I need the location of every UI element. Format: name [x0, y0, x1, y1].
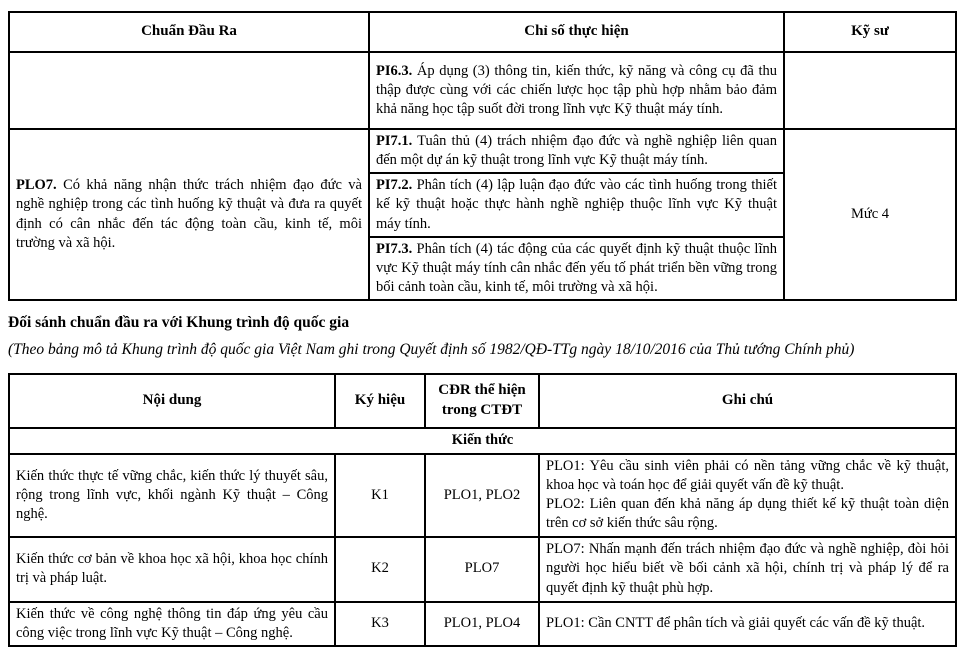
k2-note-plo7: PLO7: Nhấn mạnh đến trách nhiệm đạo đức và nghề nghiệp, đòi hỏi người học hiểu biết về bối cảnh xã hội, chính trị và pháp lý để ra quyết định kỹ thuật phù hợp. — [546, 541, 949, 596]
pi72-cell — [369, 173, 784, 236]
k1-note-plo2: PLO2: Liên quan đến khả năng áp dụng thiết kế kỹ thuật toàn diện trên cơ sở kiến thức sâu rộng. — [546, 496, 949, 532]
pi63-code: PI6.3. — [376, 62, 413, 79]
header-chi-so-thuc-hien: Chỉ số thực hiện — [369, 12, 784, 52]
section-note: (Theo bảng mô tả Khung trình độ quốc gia Việt Nam ghi trong Quyết định số 1982/QĐ-TTg ngày 18/10/2016 của Thủ tướng Chính phủ) — [8, 341, 855, 358]
pi71-text: Tuân thủ (4) trách nhiệm đạo đức và nghề nghiệp liên quan đến một dự án kỹ thuật trong lĩnh vực Kỹ thuật máy tính. — [376, 133, 777, 169]
header-ky-hieu: Ký hiệu — [335, 374, 425, 428]
outcomes-table — [8, 11, 957, 301]
plo7-text: Có khả năng nhận thức trách nhiệm đạo đức và nghề nghiệp trong các tình huống kỹ thuật và đưa ra quyết định có cân nhắc đến tác động toàn cầu, kinh tế, môi trường và xã hội. — [16, 177, 362, 251]
k1-notes-cell — [539, 454, 956, 537]
table-row — [9, 454, 956, 537]
pi72-text: Phân tích (4) lập luận đạo đức vào các tình huống trong thiết kế kỹ thuật hoặc thực hành nghề nghiệp thuộc lĩnh vực Kỹ thuật máy tính. — [376, 177, 777, 232]
k3-plo-cell: PLO1, PLO4 — [425, 602, 539, 646]
empty-level-cell — [784, 52, 956, 129]
pi72-code: PI7.2. — [376, 177, 413, 194]
framework-table-header-row — [9, 374, 956, 428]
k1-content-cell: Kiến thức thực tế vững chắc, kiến thức lý thuyết sâu, rộng trong lĩnh vực, khối ngành Kỹ thuật – Công nghệ. — [9, 454, 335, 537]
table-row — [9, 602, 956, 646]
k2-plo-cell: PLO7 — [425, 537, 539, 602]
header-cdr-ctdt: CĐR thể hiện trong CTĐT — [425, 374, 539, 428]
pi73-text: Phân tích (4) tác động của các quyết định kỹ thuật thuộc lĩnh vực Kỹ thuật máy tính cân nhắc đến yếu tố phát triển bền vững trong bối cảnh toàn cầu, kinh tế, môi trường và xã hội. — [376, 240, 777, 295]
k3-content-cell: Kiến thức về công nghệ thông tin đáp ứng yêu cầu công việc trong lĩnh vực Kỹ thuật – Công nghệ. — [9, 602, 335, 646]
group-row-kien-thuc — [9, 428, 956, 454]
pi71-cell — [369, 129, 784, 173]
group-label: Kiến thức — [9, 428, 956, 454]
k1-note-plo1: PLO1: Yêu cầu sinh viên phải có nền tảng vững chắc về kỹ thuật, khoa học và toán học để giải quyết vấn đề kỹ thuật. — [546, 458, 949, 494]
header-chuan-dau-ra: Chuẩn Đầu Ra — [9, 12, 369, 52]
k3-notes-cell — [539, 602, 956, 646]
table-row — [9, 52, 956, 129]
header-ghi-chu: Ghi chú — [539, 374, 956, 428]
k2-symbol-cell: K2 — [335, 537, 425, 602]
pi73-cell — [369, 237, 784, 300]
k3-symbol-cell: K3 — [335, 602, 425, 646]
pi71-code: PI7.1. — [376, 133, 413, 149]
pi63-text: Áp dụng (3) thông tin, kiến thức, kỹ năng và công cụ đã thu thập được cùng với các chiến lược học tập phù hợp nhằm bảo đảm khả năng học tập suốt đời trong lĩnh vực Kỹ thuật máy tính. — [376, 62, 777, 118]
plo7-code: PLO7. — [16, 177, 57, 194]
k2-content-cell: Kiến thức cơ bản về khoa học xã hội, khoa học chính trị và pháp luật. — [9, 537, 335, 602]
outcomes-table-header-row — [9, 12, 956, 52]
header-ky-su: Kỹ sư — [784, 12, 956, 52]
empty-outcome-cell — [9, 52, 369, 129]
k2-notes-cell — [539, 537, 956, 602]
framework-comparison-table — [8, 373, 957, 647]
plo7-cell — [9, 129, 369, 300]
section-heading: Đối sánh chuẩn đầu ra với Khung trình độ quốc gia — [8, 314, 350, 331]
k1-symbol-cell: K1 — [335, 454, 425, 537]
table-row — [9, 537, 956, 602]
table-row — [9, 129, 956, 173]
header-noi-dung: Nội dung — [9, 374, 335, 428]
level-cell: Mức 4 — [784, 129, 956, 300]
pi73-code: PI7.3. — [376, 240, 413, 257]
k1-plo-cell: PLO1, PLO2 — [425, 454, 539, 537]
k3-note-plo1: PLO1: Cần CNTT để phân tích và giải quyết các vấn đề kỹ thuật. — [546, 615, 926, 632]
pi63-cell — [369, 52, 784, 129]
